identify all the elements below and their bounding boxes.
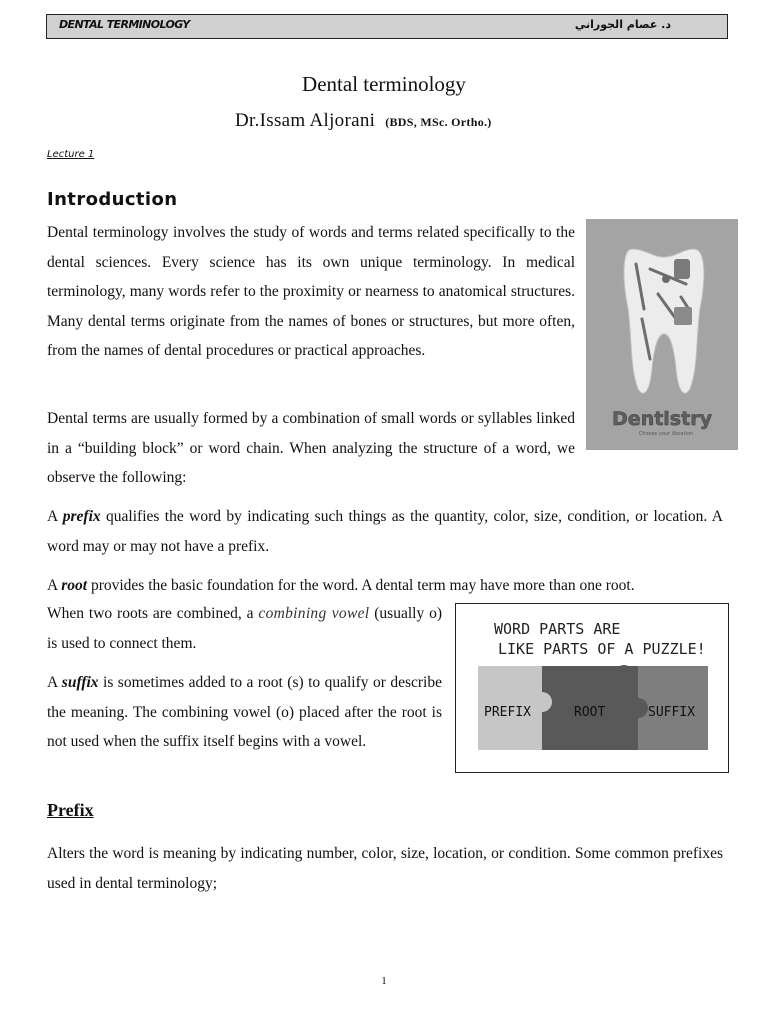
author-line xyxy=(235,110,492,132)
header-author-arabic: د. عصام الجوراني xyxy=(574,18,671,31)
puzzle-label-root: ROOT xyxy=(574,705,606,720)
document-title: Dental terminology xyxy=(302,72,466,96)
author-name: Dr.Issam Aljorani xyxy=(235,110,376,131)
suffix-definition: A suffix is sometimes added to a root (s) to qualify or describe the meaning. The combining vowel (o) placed after the root is not used when the suffix itself begins with a vowel. xyxy=(47,674,442,750)
root-term: root xyxy=(61,577,88,594)
prefix-term: prefix xyxy=(62,508,101,525)
dentistry-tooth-image xyxy=(586,219,738,450)
author-qualifications: (BDS, MSc. Ortho.) xyxy=(385,115,492,129)
running-header xyxy=(46,14,728,39)
page-number: 1 xyxy=(381,975,387,987)
lecture-label: Lecture 1 xyxy=(47,149,95,160)
prefix-heading: Prefix xyxy=(47,800,94,820)
suffix-term: suffix xyxy=(61,674,99,691)
word-parts-puzzle-image xyxy=(455,603,729,773)
puzzle-label-prefix: PREFIX xyxy=(484,705,531,720)
puzzle-caption-line1: WORD PARTS ARE xyxy=(494,620,621,638)
dentistry-logo-text: Dentistry xyxy=(612,408,712,430)
intro-paragraph-1: Dental terminology involves the study of words and terms related specifically to the dental sciences. Every science has its own unique terminology. In medical terminology, many words refer to the proximity or nearness to anatomical structures. Many dental terms originate from the names of bones or structures, but more often, from the names of dental procedures or practical approaches. xyxy=(47,224,575,359)
tooth-illustration xyxy=(586,219,738,450)
prefix-definition: A prefix qualifies the word by indicating such things as the quantity, color, size, condition, or location. A word may or may not have a prefix. xyxy=(47,508,724,555)
dentistry-tagline: Choose your Vocation xyxy=(638,431,694,437)
combining-vowel-term: combining vowel xyxy=(258,605,370,622)
combining-vowel-text: When two roots are combined, a combining vowel (usually o) is used to connect them. xyxy=(47,605,442,652)
root-definition: A root provides the basic foundation for the word. A dental term may have more than one root. xyxy=(47,577,635,594)
header-title: DENTAL TERMINOLOGY xyxy=(59,18,190,31)
puzzle-label-suffix: SUFFIX xyxy=(648,705,695,720)
puzzle-caption-line2: LIKE PARTS OF A PUZZLE! xyxy=(498,640,706,658)
puzzle-illustration xyxy=(456,604,728,772)
prefix-paragraph: Alters the word is meaning by indicating number, color, size, location, or condition. Some common prefixes used in dental terminology; xyxy=(47,845,723,892)
introduction-heading: Introduction xyxy=(47,189,178,210)
intro-paragraph-2: Dental terms are usually formed by a combination of small words or syllables linked in a “building block” or word chain. When analyzing the structure of a word, we observe the following: xyxy=(47,410,575,486)
